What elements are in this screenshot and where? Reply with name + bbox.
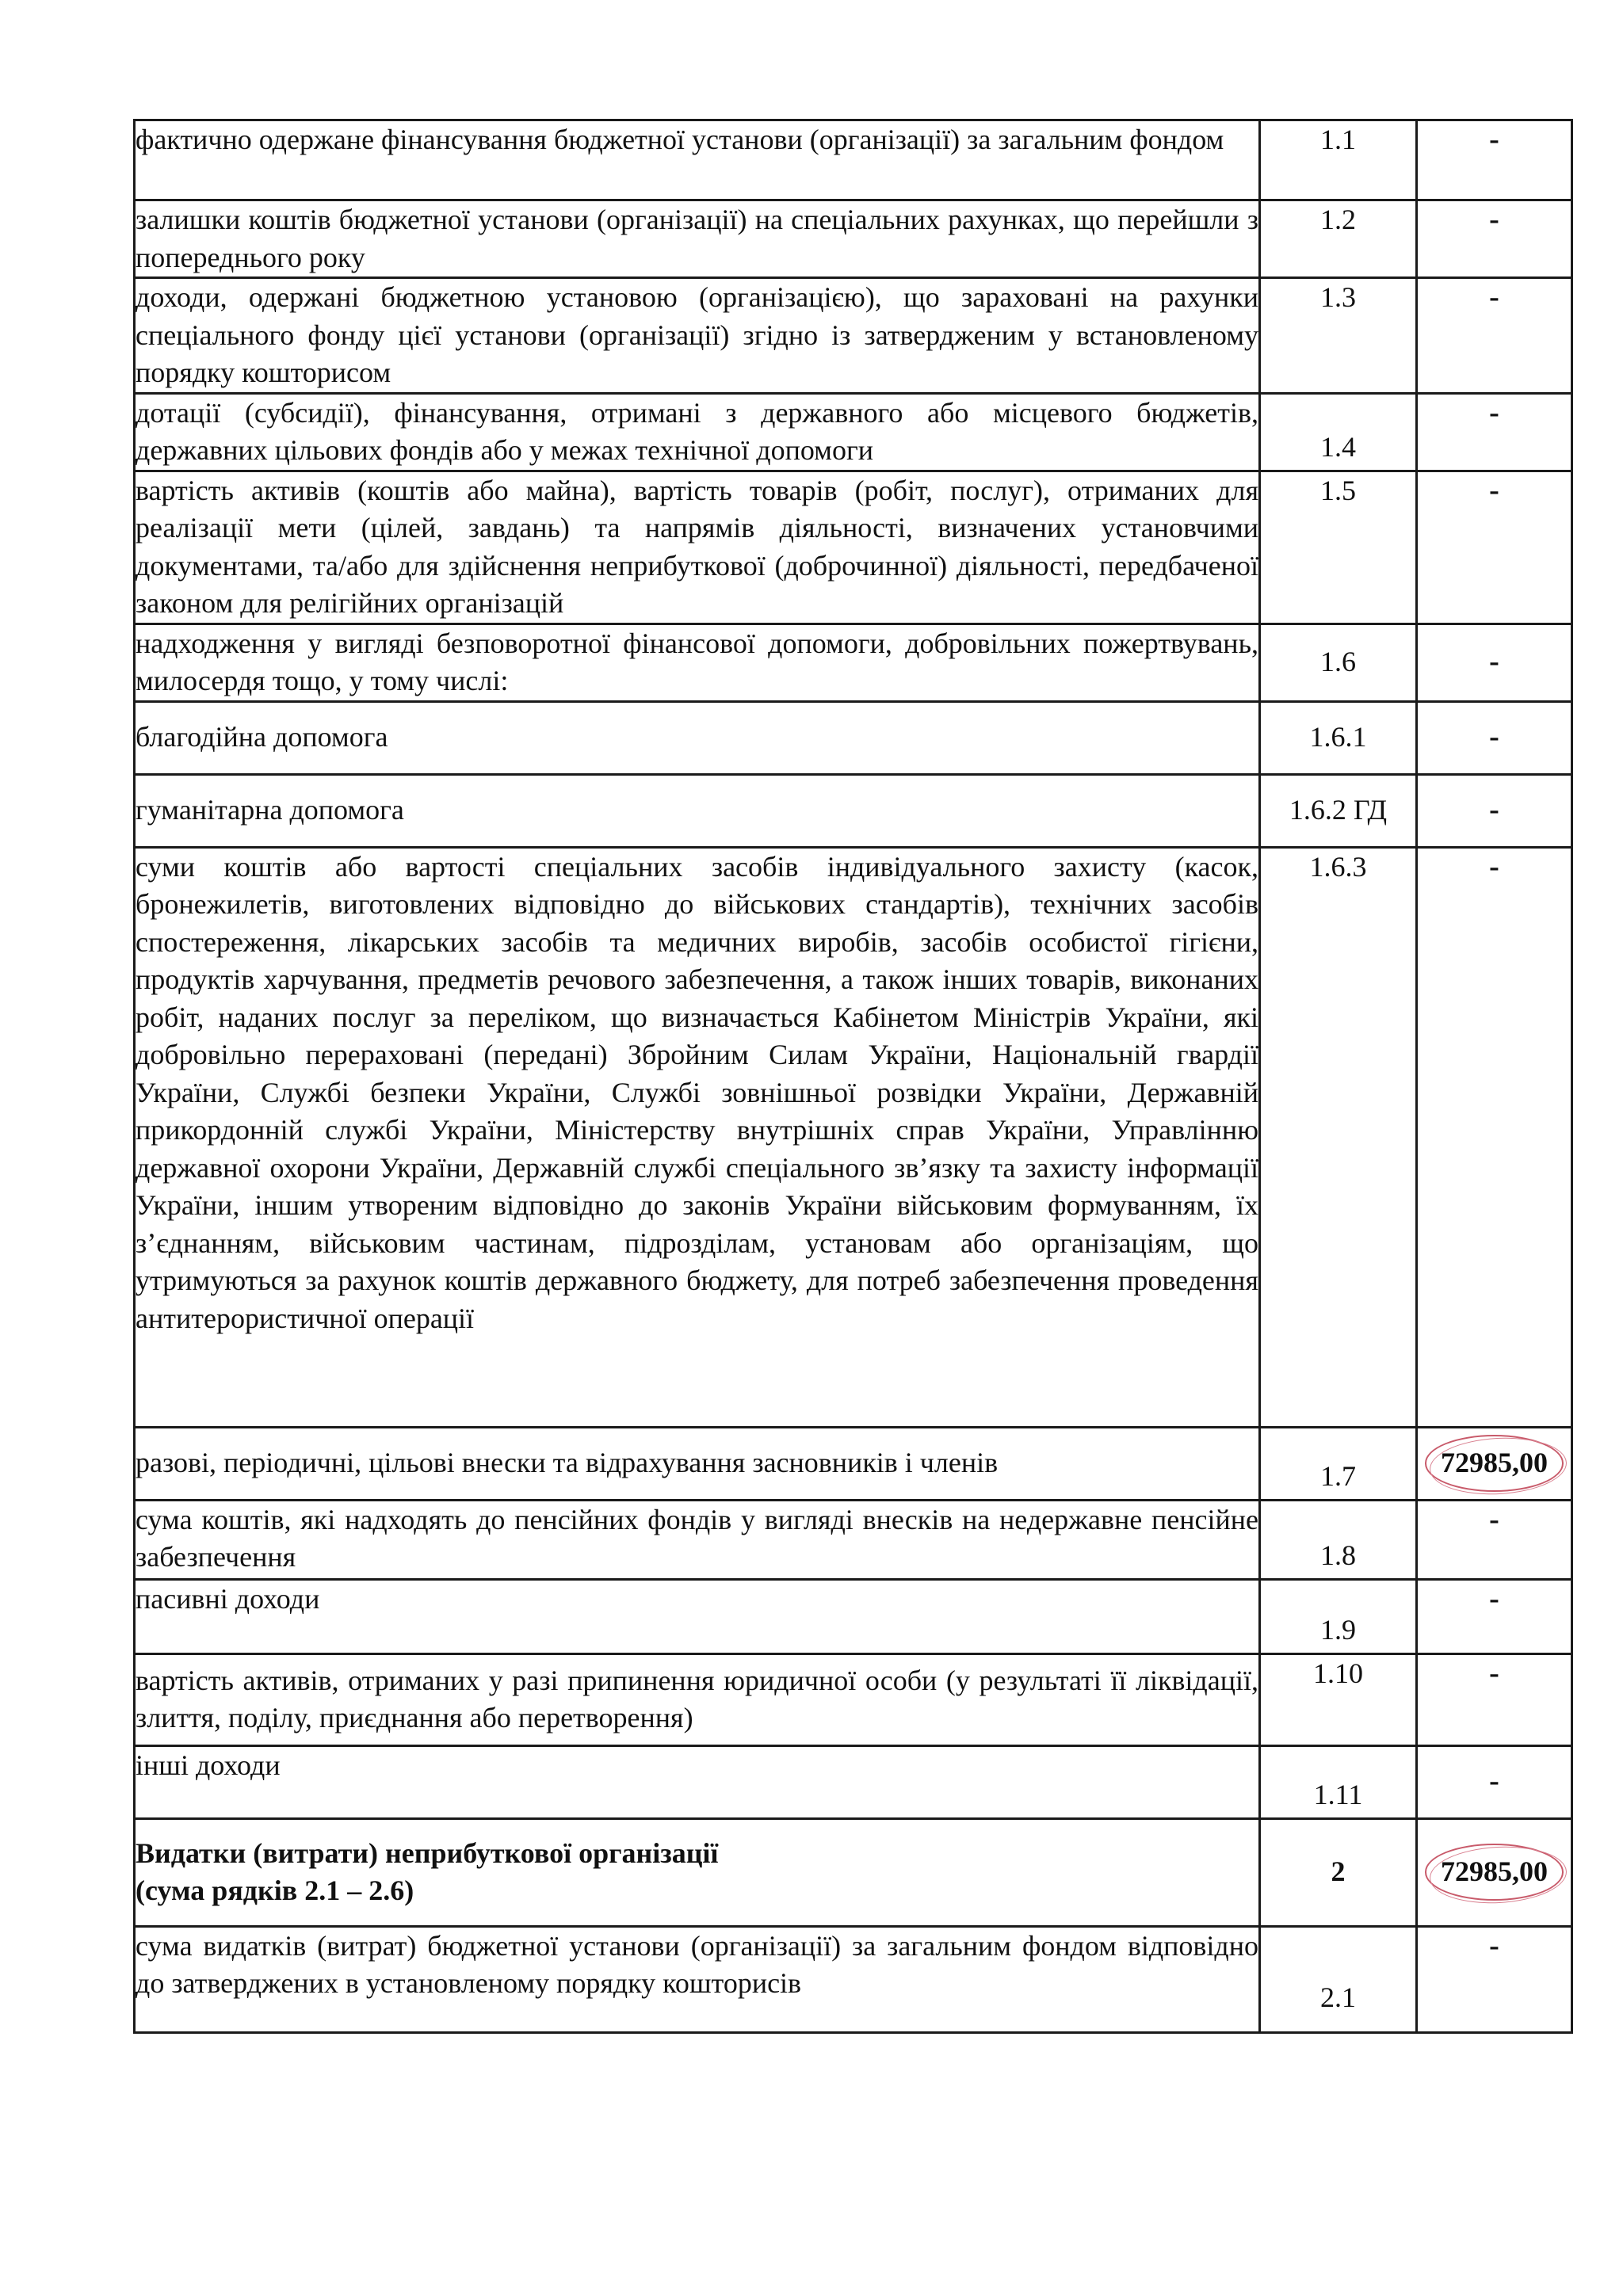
row-code: 1.6.2 ГД <box>1260 774 1417 847</box>
row-code: 1.9 <box>1260 1579 1417 1653</box>
row-code: 1.6.1 <box>1260 701 1417 774</box>
row-value: - <box>1489 1581 1499 1615</box>
row-description: гуманітарна допомога <box>135 774 1260 847</box>
row-description: разові, періодичні, цільові внески та відрахування засновників і членів <box>135 1427 1260 1500</box>
row-description: вартість активів, отриманих у разі припинення юридичної особи (у результаті її ліквідації, злиття, поділу, приєднання або перетворення) <box>135 1653 1260 1745</box>
table-row-1-6-2 <box>135 774 1572 847</box>
table-row-1-8 <box>135 1500 1572 1579</box>
row-description: благодійна допомога <box>135 701 1260 774</box>
row-value: - <box>1489 720 1499 754</box>
row-value: - <box>1489 123 1499 156</box>
row-value: - <box>1489 793 1499 827</box>
row-value: - <box>1489 280 1499 314</box>
row-description: надходження у вигляді безповоротної фінансової допомоги, добровільних пожертвувань, милосердя тощо, у тому числі: <box>135 624 1260 701</box>
table-row-1-6-3 <box>135 847 1572 1427</box>
table-row-1-9 <box>135 1579 1572 1653</box>
row-code: 1.4 <box>1260 393 1417 471</box>
table-row-1-2 <box>135 200 1572 278</box>
row-description: інші доходи <box>135 1745 1260 1818</box>
table-row-1-3 <box>135 278 1572 394</box>
table-row-1-1 <box>135 120 1572 200</box>
table-row-1-6 <box>135 624 1572 701</box>
row-value: - <box>1489 203 1499 236</box>
row-value: - <box>1489 1764 1499 1798</box>
row-value: - <box>1489 473 1499 507</box>
table-row-1-5 <box>135 471 1572 624</box>
row-code: 2.1 <box>1260 1926 1417 2032</box>
table-row-1-6-1 <box>135 701 1572 774</box>
row-code: 1.8 <box>1260 1500 1417 1579</box>
row-code: 1.6.3 <box>1260 847 1417 1427</box>
row-value: - <box>1489 395 1499 429</box>
row-code: 1.10 <box>1260 1653 1417 1745</box>
circled-amount: 72985,00 <box>1436 1444 1552 1482</box>
row-description: сума коштів, які надходять до пенсійних фондів у вигляді внесків на недержавне пенсійне забезпечення <box>135 1500 1260 1579</box>
table-row-2 <box>135 1818 1572 1926</box>
table-row-2-1 <box>135 1926 1572 2032</box>
row-description: суми коштів або вартості спеціальних засобів індивідуального захисту (касок, бронежилетів, виготовлених відповідно до військових стандартів), технічних засобів спостереження, лікарських засобів та медичних виробів, засобів особистої гігієни, продуктів харчування, предметів речового забезпечення, а також інших товарів, виконаних робіт, наданих послуг за переліком, що визначається Кабінетом Міністрів України, які добровільно перераховані (передані) Збройним Силам України, Національній гвардії України, Службі безпеки України, Службі зовнішньої розвідки України, Державній прикордонній службі України, Міністерству внутрішніх справ України, Управлінню державної охорони України, Державній службі спеціального зв’язку та захисту інформації України, іншим утвореним відповідно до законів України військовим формуванням, їх з’єднанням, військовим частинам, підрозділам, установам або організаціям, що утримуються за рахунок коштів державного бюджету, для потреб забезпечення проведення антитерористичної операції <box>135 847 1260 1427</box>
row-value: - <box>1489 1656 1499 1690</box>
row-code: 1.5 <box>1260 471 1417 624</box>
row-value: - <box>1489 645 1499 679</box>
row-description: фактично одержане фінансування бюджетної установи (організації) за загальним фондом <box>135 120 1260 200</box>
row-code: 1.7 <box>1260 1427 1417 1500</box>
row-code: 1.6 <box>1260 624 1417 701</box>
income-expense-table <box>133 119 1573 2034</box>
table-row-1-4 <box>135 393 1572 471</box>
expenses-heading <box>135 1818 1260 1926</box>
row-value: - <box>1489 849 1499 883</box>
expenses-heading-subtitle: (сума рядків 2.1 – 2.6) <box>136 1875 414 1906</box>
row-value: - <box>1489 1502 1499 1536</box>
row-description: пасивні доходи <box>135 1579 1260 1653</box>
table-row-1-11 <box>135 1745 1572 1818</box>
row-description: залишки коштів бюджетної установи (організації) на спеціальних рахунках, що перейшли з попереднього року <box>135 200 1260 278</box>
row-description: сума видатків (витрат) бюджетної установи (організації) за загальним фондом відповідно до затверджених в установленому порядку кошторисів <box>135 1926 1260 2032</box>
circled-amount: 72985,00 <box>1436 1853 1552 1891</box>
row-value: - <box>1489 1928 1499 1962</box>
row-description: дотації (субсидії), фінансування, отримані з державного або місцевого бюджетів, державних цільових фондів або у межах технічної допомоги <box>135 393 1260 471</box>
row-code: 2 <box>1260 1818 1417 1926</box>
table-row-1-7 <box>135 1427 1572 1500</box>
row-description: доходи, одержані бюджетною установою (організацією), що зараховані на рахунки спеціального фонду цієї установи (організації) згідно із затвердженим у встановленому порядку кошторисом <box>135 278 1260 394</box>
row-code: 1.2 <box>1260 200 1417 278</box>
row-code: 1.11 <box>1260 1745 1417 1818</box>
row-code: 1.3 <box>1260 278 1417 394</box>
table-row-1-10 <box>135 1653 1572 1745</box>
row-code: 1.1 <box>1260 120 1417 200</box>
expenses-heading-title: Видатки (витрати) неприбуткової організації <box>136 1836 719 1869</box>
row-description: вартість активів (коштів або майна), вартість товарів (робіт, послуг), отриманих для реалізації мети (цілей, завдань) та напрямів діяльності, визначених установчими документами, та/або для здійснення неприбуткової (доброчинної) діяльності, передбаченої законом для релігійних організацій <box>135 471 1260 624</box>
